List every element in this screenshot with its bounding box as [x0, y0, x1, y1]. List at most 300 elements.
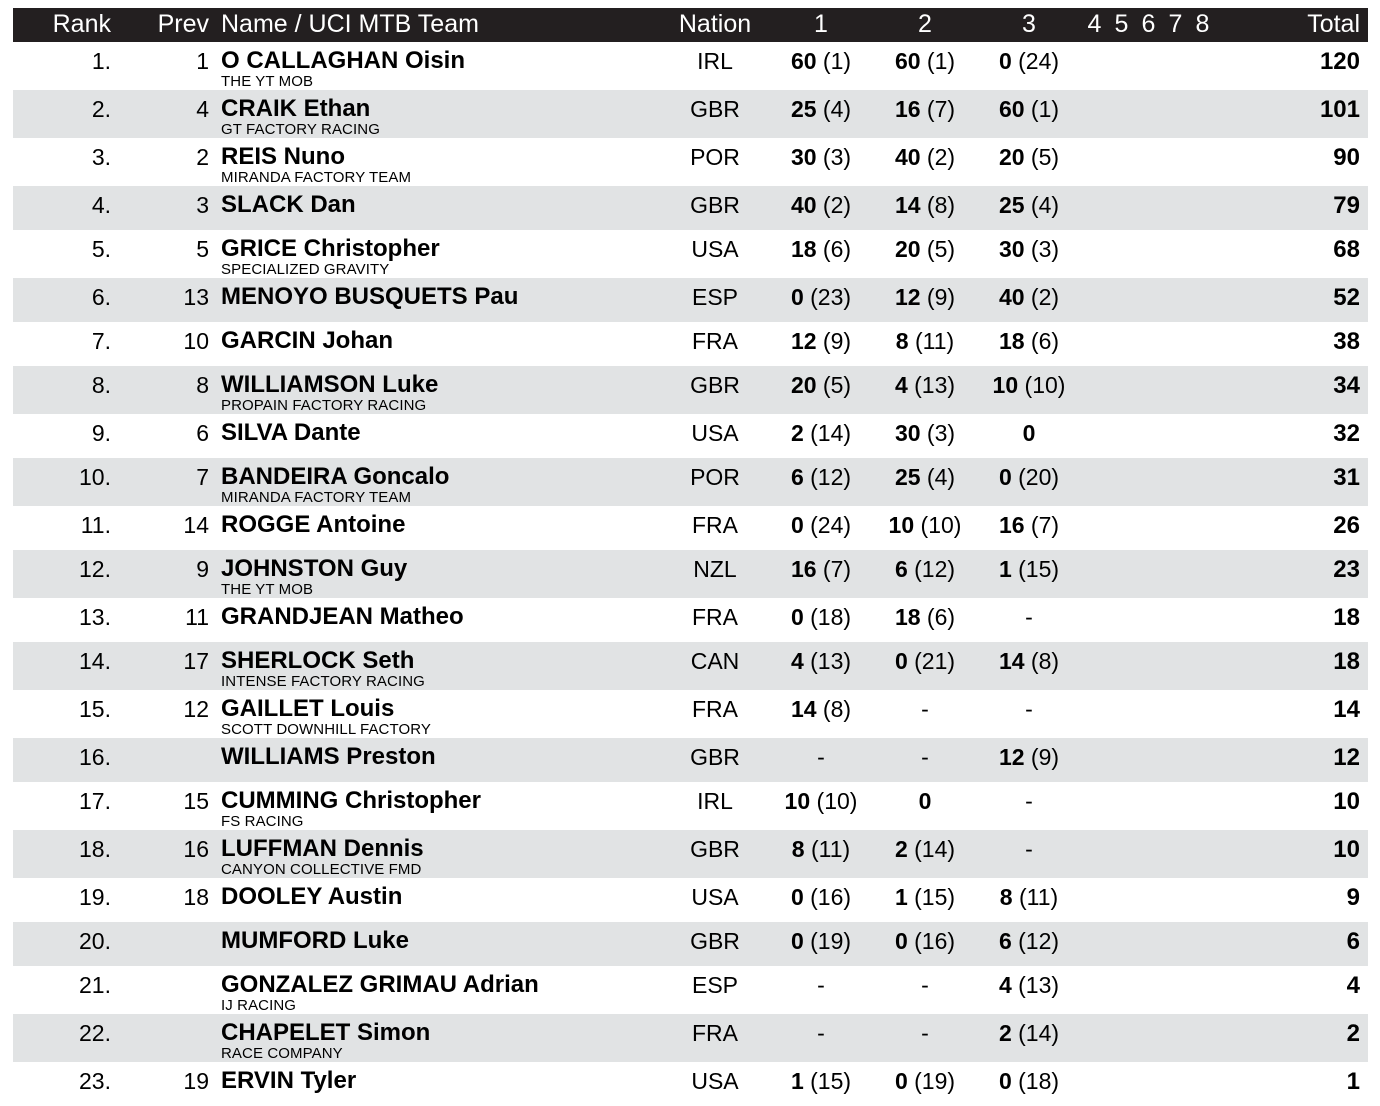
round-1-points: 20 [790, 372, 817, 398]
round-3-cell [977, 458, 1081, 506]
prev-rank-cell: 2 [196, 144, 209, 170]
table-row[interactable] [13, 922, 1368, 966]
prev-rank-cell: 18 [183, 884, 209, 910]
round-2-cell [873, 322, 977, 366]
round-2-cell [873, 922, 977, 966]
round-3-cell [977, 830, 1081, 878]
round-5-cell [1108, 830, 1135, 878]
rider-cell[interactable] [217, 42, 661, 90]
rider-cell[interactable] [217, 90, 661, 138]
rider-name: SHERLOCK Seth [221, 647, 415, 674]
total-points-cell: 12 [1333, 744, 1360, 771]
round-3-cell [977, 642, 1081, 690]
round-1-cell [769, 598, 873, 642]
round-1-points: 10 [784, 788, 811, 814]
round-2-points: 4 [894, 372, 908, 398]
round-1-position: (1) [822, 48, 852, 74]
round-2-points: 16 [894, 96, 921, 122]
round-4-cell [1081, 830, 1108, 878]
prev-rank-cell [121, 922, 217, 966]
round-4-cell [1081, 414, 1108, 458]
round-7-cell [1162, 366, 1189, 414]
table-row[interactable] [13, 878, 1368, 922]
round-6-cell [1135, 90, 1162, 138]
round-1-position: (2) [822, 192, 852, 218]
round-8-cell [1189, 90, 1216, 138]
round-8-cell [1189, 642, 1216, 690]
round-4-cell [1081, 642, 1108, 690]
rider-name: CRAIK Ethan [221, 95, 371, 122]
rank-cell: 2. [91, 96, 111, 122]
round-7-cell [1162, 1014, 1189, 1062]
round-2-position: (5) [926, 236, 956, 262]
rider-cell[interactable] [217, 598, 661, 642]
prev-rank-cell: 1 [196, 48, 209, 74]
rider-cell[interactable] [217, 366, 661, 414]
total-points-cell: 52 [1333, 284, 1360, 311]
round-3-position: (9) [1030, 744, 1060, 770]
round-6-cell [1135, 598, 1162, 642]
round-7-cell [1162, 230, 1189, 278]
round-6-cell [1135, 42, 1162, 90]
round-1-points: - [817, 744, 825, 770]
round-2-cell [873, 878, 977, 922]
round-7-cell [1162, 186, 1189, 230]
round-4-cell [1081, 1014, 1108, 1062]
round-8-cell [1189, 922, 1216, 966]
column-header-prev[interactable]: Prev [157, 10, 209, 38]
round-1-position: (23) [810, 284, 852, 310]
round-3-points: 25 [998, 192, 1025, 218]
round-5-cell [1108, 278, 1135, 322]
round-7-cell [1162, 506, 1189, 550]
round-8-cell [1189, 738, 1216, 782]
round-6-cell [1135, 230, 1162, 278]
prev-rank-cell: 5 [196, 236, 209, 262]
column-header-rank[interactable]: Rank [52, 10, 111, 38]
round-8-cell [1189, 366, 1216, 414]
table-row[interactable] [13, 1062, 1368, 1106]
table-row[interactable] [13, 278, 1368, 322]
round-1-position: (19) [810, 928, 852, 954]
round-2-position: (13) [914, 372, 956, 398]
round-2-position: (19) [914, 1068, 956, 1094]
round-6-cell [1135, 186, 1162, 230]
round-7-cell [1162, 738, 1189, 782]
table-row[interactable] [13, 738, 1368, 782]
rider-cell[interactable] [217, 322, 661, 366]
round-2-position: (16) [914, 928, 956, 954]
nation-cell: IRL [697, 788, 733, 814]
round-3-cell [977, 230, 1081, 278]
round-2-points: 20 [894, 236, 921, 262]
round-8-cell [1189, 598, 1216, 642]
round-4-cell [1081, 1062, 1108, 1106]
rider-team: FS RACING [221, 813, 304, 830]
standings-panel [13, 8, 1368, 1106]
round-5-cell [1108, 90, 1135, 138]
round-2-points: 10 [888, 512, 915, 538]
round-4-cell [1081, 738, 1108, 782]
round-1-points: 30 [790, 144, 817, 170]
round-1-cell [769, 782, 873, 830]
rank-cell: 4. [91, 192, 111, 218]
rider-cell[interactable] [217, 186, 661, 230]
nation-cell: NZL [693, 556, 737, 582]
rank-cell: 14. [79, 648, 111, 674]
round-2-points: - [921, 972, 929, 998]
rider-name: MENOYO BUSQUETS Pau [221, 283, 519, 310]
rank-cell: 8. [91, 372, 111, 398]
rider-cell[interactable] [217, 550, 661, 598]
table-row[interactable] [13, 642, 1368, 690]
nation-cell: USA [691, 420, 739, 446]
rank-cell: 7. [91, 328, 111, 354]
table-row[interactable] [13, 322, 1368, 366]
column-header-round-7[interactable]: 7 [1168, 10, 1183, 38]
rider-cell[interactable] [217, 458, 661, 506]
round-5-cell [1108, 598, 1135, 642]
round-7-cell [1162, 598, 1189, 642]
round-1-position: (4) [822, 96, 852, 122]
rider-cell[interactable] [217, 642, 661, 690]
rider-name: MUMFORD Luke [221, 927, 409, 954]
round-1-cell [769, 1062, 873, 1106]
rider-cell[interactable] [217, 922, 661, 966]
round-1-position: (16) [810, 884, 852, 910]
round-1-position: (10) [816, 788, 858, 814]
round-4-cell [1081, 230, 1108, 278]
round-2-cell [873, 230, 977, 278]
round-2-points: 40 [894, 144, 921, 170]
round-5-cell [1108, 878, 1135, 922]
round-4-cell [1081, 322, 1108, 366]
table-row[interactable] [13, 550, 1368, 598]
rider-cell[interactable] [217, 414, 661, 458]
round-2-points: 0 [894, 928, 908, 954]
round-5-cell [1108, 138, 1135, 186]
round-4-cell [1081, 42, 1108, 90]
table-row[interactable] [13, 414, 1368, 458]
round-1-cell [769, 506, 873, 550]
column-header-nation[interactable]: Nation [678, 10, 752, 38]
round-3-points: 12 [998, 744, 1025, 770]
round-2-points: 2 [894, 836, 908, 862]
round-4-cell [1081, 90, 1108, 138]
header-row [13, 8, 1368, 42]
round-3-position: (7) [1030, 512, 1060, 538]
rider-cell[interactable] [217, 138, 661, 186]
round-1-cell [769, 322, 873, 366]
round-3-cell [977, 138, 1081, 186]
round-1-position: (11) [810, 836, 851, 862]
round-2-points: 1 [894, 884, 908, 910]
rider-name: CUMMING Christopher [221, 787, 481, 814]
table-row[interactable] [13, 782, 1368, 830]
column-header-round-2[interactable]: 2 [918, 10, 932, 38]
round-7-cell [1162, 138, 1189, 186]
round-2-cell [873, 966, 977, 1014]
nation-cell: IRL [697, 48, 733, 74]
round-8-cell [1189, 506, 1216, 550]
round-2-position: (15) [914, 884, 956, 910]
round-6-cell [1135, 322, 1162, 366]
nation-cell: GBR [690, 928, 740, 954]
rider-cell[interactable] [217, 966, 661, 1014]
round-7-cell [1162, 690, 1189, 738]
table-row[interactable] [13, 366, 1368, 414]
rank-cell: 10. [79, 464, 111, 490]
rank-cell: 16. [79, 744, 111, 770]
round-8-cell [1189, 550, 1216, 598]
round-3-points: 8 [999, 884, 1013, 910]
nation-cell: FRA [692, 604, 738, 630]
round-2-position: (14) [914, 836, 956, 862]
round-3-cell [977, 782, 1081, 830]
rider-cell[interactable] [217, 690, 661, 738]
column-header-round-5[interactable]: 5 [1114, 10, 1129, 38]
round-6-cell [1135, 506, 1162, 550]
round-2-cell [873, 642, 977, 690]
round-1-points: 0 [790, 604, 804, 630]
round-1-position: (15) [810, 1068, 852, 1094]
round-1-cell [769, 642, 873, 690]
rider-cell[interactable] [217, 1062, 661, 1106]
round-3-points: - [1025, 696, 1033, 722]
round-3-points: 16 [998, 512, 1025, 538]
round-2-cell [873, 458, 977, 506]
prev-rank-cell: 19 [183, 1068, 209, 1094]
total-points-cell: 90 [1333, 144, 1360, 171]
round-2-position: (4) [926, 464, 956, 490]
round-5-cell [1108, 690, 1135, 738]
round-1-points: 0 [790, 884, 804, 910]
column-header-round-6[interactable]: 6 [1141, 10, 1156, 38]
rank-cell: 11. [80, 512, 111, 538]
rider-name: WILLIAMSON Luke [221, 371, 439, 398]
total-points-cell: 68 [1333, 236, 1360, 263]
round-2-points: - [921, 696, 929, 722]
rider-team: IJ RACING [221, 997, 297, 1014]
round-2-position: (11) [914, 328, 955, 354]
nation-cell: GBR [690, 744, 740, 770]
total-points-cell: 26 [1333, 512, 1360, 539]
round-3-position: (6) [1030, 328, 1060, 354]
round-2-points: 12 [894, 284, 921, 310]
round-3-position: (18) [1018, 1068, 1060, 1094]
round-5-cell [1108, 414, 1135, 458]
round-3-position: (13) [1018, 972, 1060, 998]
round-2-cell [873, 90, 977, 138]
rank-cell: 21. [79, 972, 111, 998]
total-points-cell: 101 [1319, 96, 1360, 123]
table-row[interactable] [13, 506, 1368, 550]
prev-rank-cell: 4 [196, 96, 209, 122]
round-2-cell [873, 1014, 977, 1062]
round-2-cell [873, 690, 977, 738]
round-4-cell [1081, 506, 1108, 550]
round-1-cell [769, 738, 873, 782]
round-8-cell [1189, 878, 1216, 922]
round-3-position: (3) [1030, 236, 1060, 262]
round-1-position: (13) [810, 648, 852, 674]
round-6-cell [1135, 690, 1162, 738]
round-4-cell [1081, 138, 1108, 186]
round-2-position: (10) [920, 512, 962, 538]
round-1-cell [769, 878, 873, 922]
rank-cell: 5. [91, 236, 111, 262]
nation-cell: CAN [690, 648, 740, 674]
total-points-cell: 34 [1333, 372, 1360, 399]
total-points-cell: 10 [1333, 788, 1360, 815]
round-2-position: (7) [926, 96, 956, 122]
table-row[interactable] [13, 138, 1368, 186]
round-8-cell [1189, 138, 1216, 186]
rider-cell[interactable] [217, 878, 661, 922]
rider-name: O CALLAGHAN Oisin [221, 47, 465, 74]
round-3-points: - [1025, 788, 1033, 814]
rider-name: SLACK Dan [221, 191, 356, 218]
round-4-cell [1081, 366, 1108, 414]
round-3-points: 0 [998, 48, 1012, 74]
nation-cell: USA [691, 884, 739, 910]
column-header-round-3[interactable]: 3 [1022, 10, 1036, 38]
round-1-points: 8 [791, 836, 805, 862]
round-2-points: 18 [894, 604, 921, 630]
column-header-name[interactable]: Name / UCI MTB Team [221, 10, 479, 38]
rider-cell[interactable] [217, 506, 661, 550]
round-4-cell [1081, 966, 1108, 1014]
table-row[interactable] [13, 42, 1368, 90]
round-1-points: 18 [790, 236, 817, 262]
rider-cell[interactable] [217, 230, 661, 278]
round-8-cell [1189, 230, 1216, 278]
round-8-cell [1189, 458, 1216, 506]
round-1-position: (14) [810, 420, 852, 446]
table-row[interactable] [13, 966, 1368, 1014]
rider-cell[interactable] [217, 1014, 661, 1062]
round-3-cell [977, 690, 1081, 738]
round-1-points: - [817, 1020, 825, 1046]
table-row[interactable] [13, 90, 1368, 138]
round-5-cell [1108, 458, 1135, 506]
round-1-position: (12) [810, 464, 852, 490]
round-1-cell [769, 230, 873, 278]
table-row[interactable] [13, 230, 1368, 278]
round-3-position: (4) [1030, 192, 1060, 218]
prev-rank-cell: 8 [196, 372, 209, 398]
rider-cell[interactable] [217, 782, 661, 830]
round-7-cell [1162, 90, 1189, 138]
round-2-cell [873, 138, 977, 186]
round-6-cell [1135, 922, 1162, 966]
rider-team: CANYON COLLECTIVE FMD [221, 861, 422, 878]
round-1-points: 6 [790, 464, 804, 490]
round-5-cell [1108, 186, 1135, 230]
round-6-cell [1135, 642, 1162, 690]
column-header-total[interactable]: Total [1307, 10, 1360, 38]
round-3-cell [977, 878, 1081, 922]
round-3-points: - [1025, 836, 1033, 862]
total-points-cell: 79 [1333, 192, 1360, 219]
round-8-cell [1189, 186, 1216, 230]
round-2-points: 0 [894, 648, 908, 674]
round-1-position: (3) [822, 144, 852, 170]
rider-cell[interactable] [217, 830, 661, 878]
table-row[interactable] [13, 690, 1368, 738]
round-4-cell [1081, 598, 1108, 642]
round-3-position: (2) [1030, 284, 1060, 310]
round-2-cell [873, 830, 977, 878]
table-body [13, 42, 1368, 1106]
round-2-cell [873, 506, 977, 550]
round-2-points: 14 [894, 192, 921, 218]
column-header-round-8[interactable]: 8 [1195, 10, 1210, 38]
rider-cell[interactable] [217, 738, 661, 782]
prev-rank-cell: 6 [196, 420, 209, 446]
round-8-cell [1189, 690, 1216, 738]
column-header-round-4[interactable]: 4 [1087, 10, 1102, 38]
round-2-cell [873, 738, 977, 782]
round-2-position: (6) [926, 604, 956, 630]
rider-name: GRANDJEAN Matheo [221, 603, 464, 630]
table-row[interactable] [13, 458, 1368, 506]
round-1-cell [769, 966, 873, 1014]
round-5-cell [1108, 322, 1135, 366]
round-3-cell [977, 1014, 1081, 1062]
round-3-position: (14) [1018, 1020, 1060, 1046]
rank-cell: 6. [91, 284, 111, 310]
round-7-cell [1162, 922, 1189, 966]
round-1-points: 12 [790, 328, 817, 354]
nation-cell: ESP [691, 972, 739, 998]
table-row[interactable] [13, 1014, 1368, 1062]
table-row[interactable] [13, 598, 1368, 642]
round-3-cell [977, 1062, 1081, 1106]
round-2-cell [873, 186, 977, 230]
nation-cell: USA [691, 1068, 739, 1094]
round-5-cell [1108, 230, 1135, 278]
table-row[interactable] [13, 830, 1368, 878]
round-1-points: 60 [790, 48, 817, 74]
round-1-cell [769, 278, 873, 322]
round-5-cell [1108, 550, 1135, 598]
round-5-cell [1108, 966, 1135, 1014]
round-3-points: 0 [998, 464, 1012, 490]
round-1-points: 4 [790, 648, 804, 674]
table-row[interactable] [13, 186, 1368, 230]
round-3-points: 0 [1022, 420, 1036, 446]
round-8-cell [1189, 42, 1216, 90]
total-points-cell: 38 [1333, 328, 1360, 355]
round-2-points: 6 [894, 556, 908, 582]
rider-team: SPECIALIZED GRAVITY [221, 261, 390, 278]
round-4-cell [1081, 458, 1108, 506]
prev-rank-cell [121, 966, 217, 1014]
round-3-position: (12) [1018, 928, 1060, 954]
round-8-cell [1189, 322, 1216, 366]
rank-cell: 13. [79, 604, 111, 630]
rider-cell[interactable] [217, 278, 661, 322]
round-2-cell [873, 278, 977, 322]
column-header-round-1[interactable]: 1 [814, 10, 828, 38]
round-6-cell [1135, 830, 1162, 878]
round-6-cell [1135, 458, 1162, 506]
round-8-cell [1189, 1014, 1216, 1062]
round-1-cell [769, 690, 873, 738]
round-5-cell [1108, 42, 1135, 90]
round-7-cell [1162, 322, 1189, 366]
